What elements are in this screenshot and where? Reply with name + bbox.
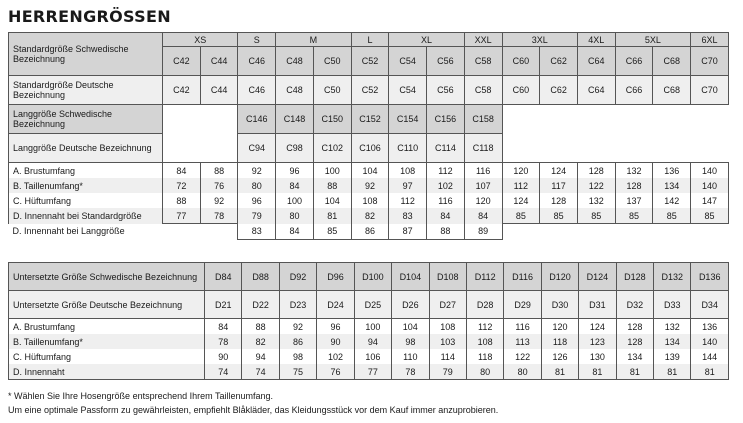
measurement-value: 136 [691,319,728,335]
long-german-size: C94 [238,134,276,163]
size-group-header: S [238,33,276,47]
measurement-value: 112 [466,319,503,335]
measurement-value: 100 [354,319,391,335]
std-german-size: C44 [200,76,238,105]
std-german-size: C50 [313,76,351,105]
measurement-value: 88 [313,178,351,193]
measurement-label: B. Taillenumfang* [9,334,205,349]
std-german-size: C66 [615,76,653,105]
measurement-label: C. Hüftumfang [9,349,205,364]
empty-cell [163,224,238,240]
measurement-value: 82 [351,208,389,224]
measurement-value: 108 [429,319,466,335]
measurement-value: 79 [429,364,466,380]
short-swedish-size: D88 [242,263,279,291]
measurement-value: 78 [392,364,429,380]
measurement-value: 80 [504,364,541,380]
footnote-fit: Um eine optimale Passform zu gewährleisten, empfiehlt Blåkläder, das Kleidungsstück vor dem Kauf immer anzuprobieren. [8,405,499,415]
short-swedish-size: D136 [691,263,728,291]
short-german-size: D32 [616,291,653,319]
std-german-size: C46 [238,76,276,105]
short-swedish-size: D100 [354,263,391,291]
measurement-value: 124 [540,163,578,179]
measurement-value: 147 [691,193,729,208]
short-swedish-size: D112 [466,263,503,291]
measurement-value: 76 [200,178,238,193]
long-swedish-size: C150 [313,105,351,134]
measurement-value: 84 [205,319,242,335]
measurement-value: 108 [389,163,427,179]
std-swedish-size: C48 [276,47,314,76]
measurement-value: 132 [615,163,653,179]
measurement-value: 139 [654,349,691,364]
measurement-value: 137 [615,193,653,208]
measurement-value: 78 [200,208,238,224]
measurement-value: 94 [242,349,279,364]
measurement-value: 80 [276,208,314,224]
short-swedish-label: Untersetzte Größe Schwedische Bezeichnung [9,263,205,291]
empty-cell [502,224,728,240]
short-german-size: D26 [392,291,429,319]
std-german-size: C42 [163,76,201,105]
long-german-size: C106 [351,134,389,163]
measurement-value: 92 [279,319,316,335]
short-german-size: D30 [541,291,578,319]
short-swedish-size: D128 [616,263,653,291]
std-german-size: C54 [389,76,427,105]
measurement-value: 117 [540,178,578,193]
short-swedish-size: D132 [654,263,691,291]
measurement-value: 77 [163,208,201,224]
measurement-value: 97 [389,178,427,193]
measurement-value: 142 [653,193,691,208]
measurement-value: 113 [504,334,541,349]
measurement-value: 88 [200,163,238,179]
measurement-value: 116 [427,193,465,208]
measurement-value: 82 [242,334,279,349]
measurement-label: D. Innennaht [9,364,205,380]
short-swedish-size: D120 [541,263,578,291]
measurement-value: 92 [200,193,238,208]
long-german-size: C110 [389,134,427,163]
long-inseam-label: D. Innennaht bei Langgröße [12,226,125,237]
measurement-value: 96 [238,193,276,208]
measurement-value: 124 [579,319,616,335]
std-swedish-size: C56 [427,47,465,76]
measurement-value: 85 [653,208,691,224]
measurement-value: 86 [279,334,316,349]
std-swedish-size: C66 [615,47,653,76]
measurement-label: C. Hüftumfang [9,193,163,208]
std-german-size: C52 [351,76,389,105]
long-german-size: C114 [427,134,465,163]
measurement-value: 140 [691,178,729,193]
long-inseam-value: 88 [427,224,465,240]
short-german-size: D31 [579,291,616,319]
measurement-value: 81 [616,364,653,380]
size-group-header: 4XL [577,33,615,47]
long-inseam-value: 84 [276,224,314,240]
measurement-value: 128 [540,193,578,208]
measurement-value: 84 [464,208,502,224]
long-swedish-size: C158 [464,105,502,134]
short-swedish-size: D108 [429,263,466,291]
measurement-value: 132 [577,193,615,208]
short-swedish-size: D96 [317,263,354,291]
long-inseam-value: 86 [351,224,389,240]
size-group-header: M [276,33,351,47]
short-german-size: D23 [279,291,316,319]
measurement-value: 114 [429,349,466,364]
short-german-size: D24 [317,291,354,319]
measurement-value: 76 [317,364,354,380]
measurement-value: 128 [615,178,653,193]
short-german-size: D27 [429,291,466,319]
short-swedish-size: D124 [579,263,616,291]
measurement-value: 92 [238,163,276,179]
measurement-value: 126 [541,349,578,364]
measurement-value: 122 [577,178,615,193]
measurement-value: 85 [502,208,540,224]
std-german-size: C64 [577,76,615,105]
measurement-value: 128 [616,334,653,349]
page-title: HERRENGRÖSSEN [8,7,171,26]
measurement-value: 120 [464,193,502,208]
measurement-value: 80 [466,364,503,380]
size-group-header: XXL [464,33,502,47]
short-swedish-size: D92 [279,263,316,291]
measurement-value: 104 [392,319,429,335]
measurement-value: 140 [691,163,729,179]
std-german-size: C58 [464,76,502,105]
measurement-value: 116 [464,163,502,179]
measurement-value: 108 [351,193,389,208]
measurement-value: 81 [654,364,691,380]
long-swedish-label: Langgröße Schwedische Bezeichnung [9,105,163,134]
measurement-value: 112 [502,178,540,193]
measurement-value: 130 [579,349,616,364]
measurement-value: 108 [466,334,503,349]
short-german-size: D21 [205,291,242,319]
measurement-value: 84 [163,163,201,179]
footnotes [8,389,498,417]
measurement-value: 84 [276,178,314,193]
std-swedish-size: C46 [238,47,276,76]
short-size-table [8,262,729,380]
measurement-value: 81 [691,364,728,380]
measurement-value: 80 [238,178,276,193]
measurement-value: 124 [502,193,540,208]
measurement-label: A. Brustumfang [9,163,163,179]
measurement-value: 81 [541,364,578,380]
measurement-value: 104 [351,163,389,179]
short-german-label: Untersetzte Größe Deutsche Bezeichnung [9,291,205,319]
short-german-size: D22 [242,291,279,319]
measurement-value: 128 [577,163,615,179]
empty-cell [163,105,238,134]
measurement-value: 85 [615,208,653,224]
std-swedish-size: C50 [313,47,351,76]
measurement-value: 104 [313,193,351,208]
measurement-value: 140 [691,334,728,349]
long-german-size: C102 [313,134,351,163]
std-swedish-size: C60 [502,47,540,76]
std-swedish-size: C44 [200,47,238,76]
measurement-value: 85 [540,208,578,224]
measurement-value: 112 [427,163,465,179]
short-swedish-size: D116 [504,263,541,291]
long-german-size: C98 [276,134,314,163]
measurement-value: 77 [354,364,391,380]
measurement-value: 98 [392,334,429,349]
size-group-header: XS [163,33,238,47]
standard-size-table [8,32,729,240]
measurement-value: 81 [579,364,616,380]
short-german-size: D28 [466,291,503,319]
std-german-size: C62 [540,76,578,105]
std-swedish-size: C52 [351,47,389,76]
measurement-value: 134 [616,349,653,364]
size-group-header: 6XL [691,33,729,47]
footnote-waist: * Wählen Sie Ihre Hosengröße entsprechend Ihrem Taillenumfang. [8,391,273,401]
measurement-value: 116 [504,319,541,335]
long-swedish-size: C152 [351,105,389,134]
measurement-value: 88 [242,319,279,335]
long-swedish-size: C156 [427,105,465,134]
measurement-value: 85 [577,208,615,224]
std-swedish-size: C62 [540,47,578,76]
std-swedish-size: C64 [577,47,615,76]
measurement-value: 134 [654,334,691,349]
long-inseam-value: 89 [464,224,502,240]
measurement-value: 74 [205,364,242,380]
measurement-value: 118 [541,334,578,349]
measurement-value: 84 [427,208,465,224]
std-swedish-size: C54 [389,47,427,76]
measurement-value: 94 [354,334,391,349]
measurement-value: 134 [653,178,691,193]
measurement-label: A. Brustumfang [9,319,205,335]
std-german-size: C56 [427,76,465,105]
measurement-value: 78 [205,334,242,349]
std-german-size: C70 [691,76,729,105]
measurement-value: 102 [317,349,354,364]
measurement-value: 75 [279,364,316,380]
measurement-value: 112 [389,193,427,208]
measurement-value: 120 [541,319,578,335]
std-german-size: C68 [653,76,691,105]
measurement-value: 122 [504,349,541,364]
measurement-value: 74 [242,364,279,380]
measurement-value: 81 [313,208,351,224]
short-german-size: D29 [504,291,541,319]
measurement-value: 92 [351,178,389,193]
measurement-value: 110 [392,349,429,364]
long-german-size: C118 [464,134,502,163]
measurement-value: 100 [313,163,351,179]
measurement-value: 128 [616,319,653,335]
long-swedish-size: C146 [238,105,276,134]
long-swedish-size: C154 [389,105,427,134]
size-group-header: XL [389,33,464,47]
long-german-label: Langgröße Deutsche Bezeichnung [9,134,163,163]
measurement-label: B. Taillenumfang* [9,178,163,193]
measurement-value: 96 [317,319,354,335]
measurement-value: 72 [163,178,201,193]
size-group-header: L [351,33,389,47]
measurement-value: 102 [427,178,465,193]
short-german-size: D33 [654,291,691,319]
std-swedish-size: C68 [653,47,691,76]
short-swedish-size: D84 [205,263,242,291]
std-swedish-label: Standardgröße Schwedische Bezeichnung [9,33,163,76]
measurement-value: 90 [205,349,242,364]
short-swedish-size: D104 [392,263,429,291]
measurement-value: 85 [691,208,729,224]
empty-cell [502,134,728,163]
measurement-value: 107 [464,178,502,193]
measurement-value: 90 [317,334,354,349]
measurement-value: 120 [502,163,540,179]
std-swedish-size: C42 [163,47,201,76]
std-swedish-size: C70 [691,47,729,76]
measurement-value: 132 [654,319,691,335]
long-inseam-value: 85 [313,224,351,240]
measurement-value: 136 [653,163,691,179]
long-inseam-value: 83 [238,224,276,240]
empty-cell [502,105,728,134]
short-german-size: D34 [691,291,728,319]
measurement-value: 144 [691,349,728,364]
size-group-header: 3XL [502,33,577,47]
std-german-label: Standardgröße Deutsche Bezeichnung [9,76,163,105]
long-swedish-size: C148 [276,105,314,134]
std-german-size: C48 [276,76,314,105]
measurement-value: 96 [276,163,314,179]
short-german-size: D25 [354,291,391,319]
measurement-value: 83 [389,208,427,224]
measurement-value: 88 [163,193,201,208]
measurement-value: 123 [579,334,616,349]
measurement-value: 79 [238,208,276,224]
std-german-size: C60 [502,76,540,105]
measurement-value: 103 [429,334,466,349]
size-group-header: 5XL [615,33,690,47]
measurement-value: 106 [354,349,391,364]
std-swedish-size: C58 [464,47,502,76]
measurement-label: D. Innennaht bei Standardgröße [9,208,163,224]
empty-cell [163,134,238,163]
measurement-value: 118 [466,349,503,364]
measurement-value: 100 [276,193,314,208]
long-inseam-value: 87 [389,224,427,240]
measurement-value: 98 [279,349,316,364]
